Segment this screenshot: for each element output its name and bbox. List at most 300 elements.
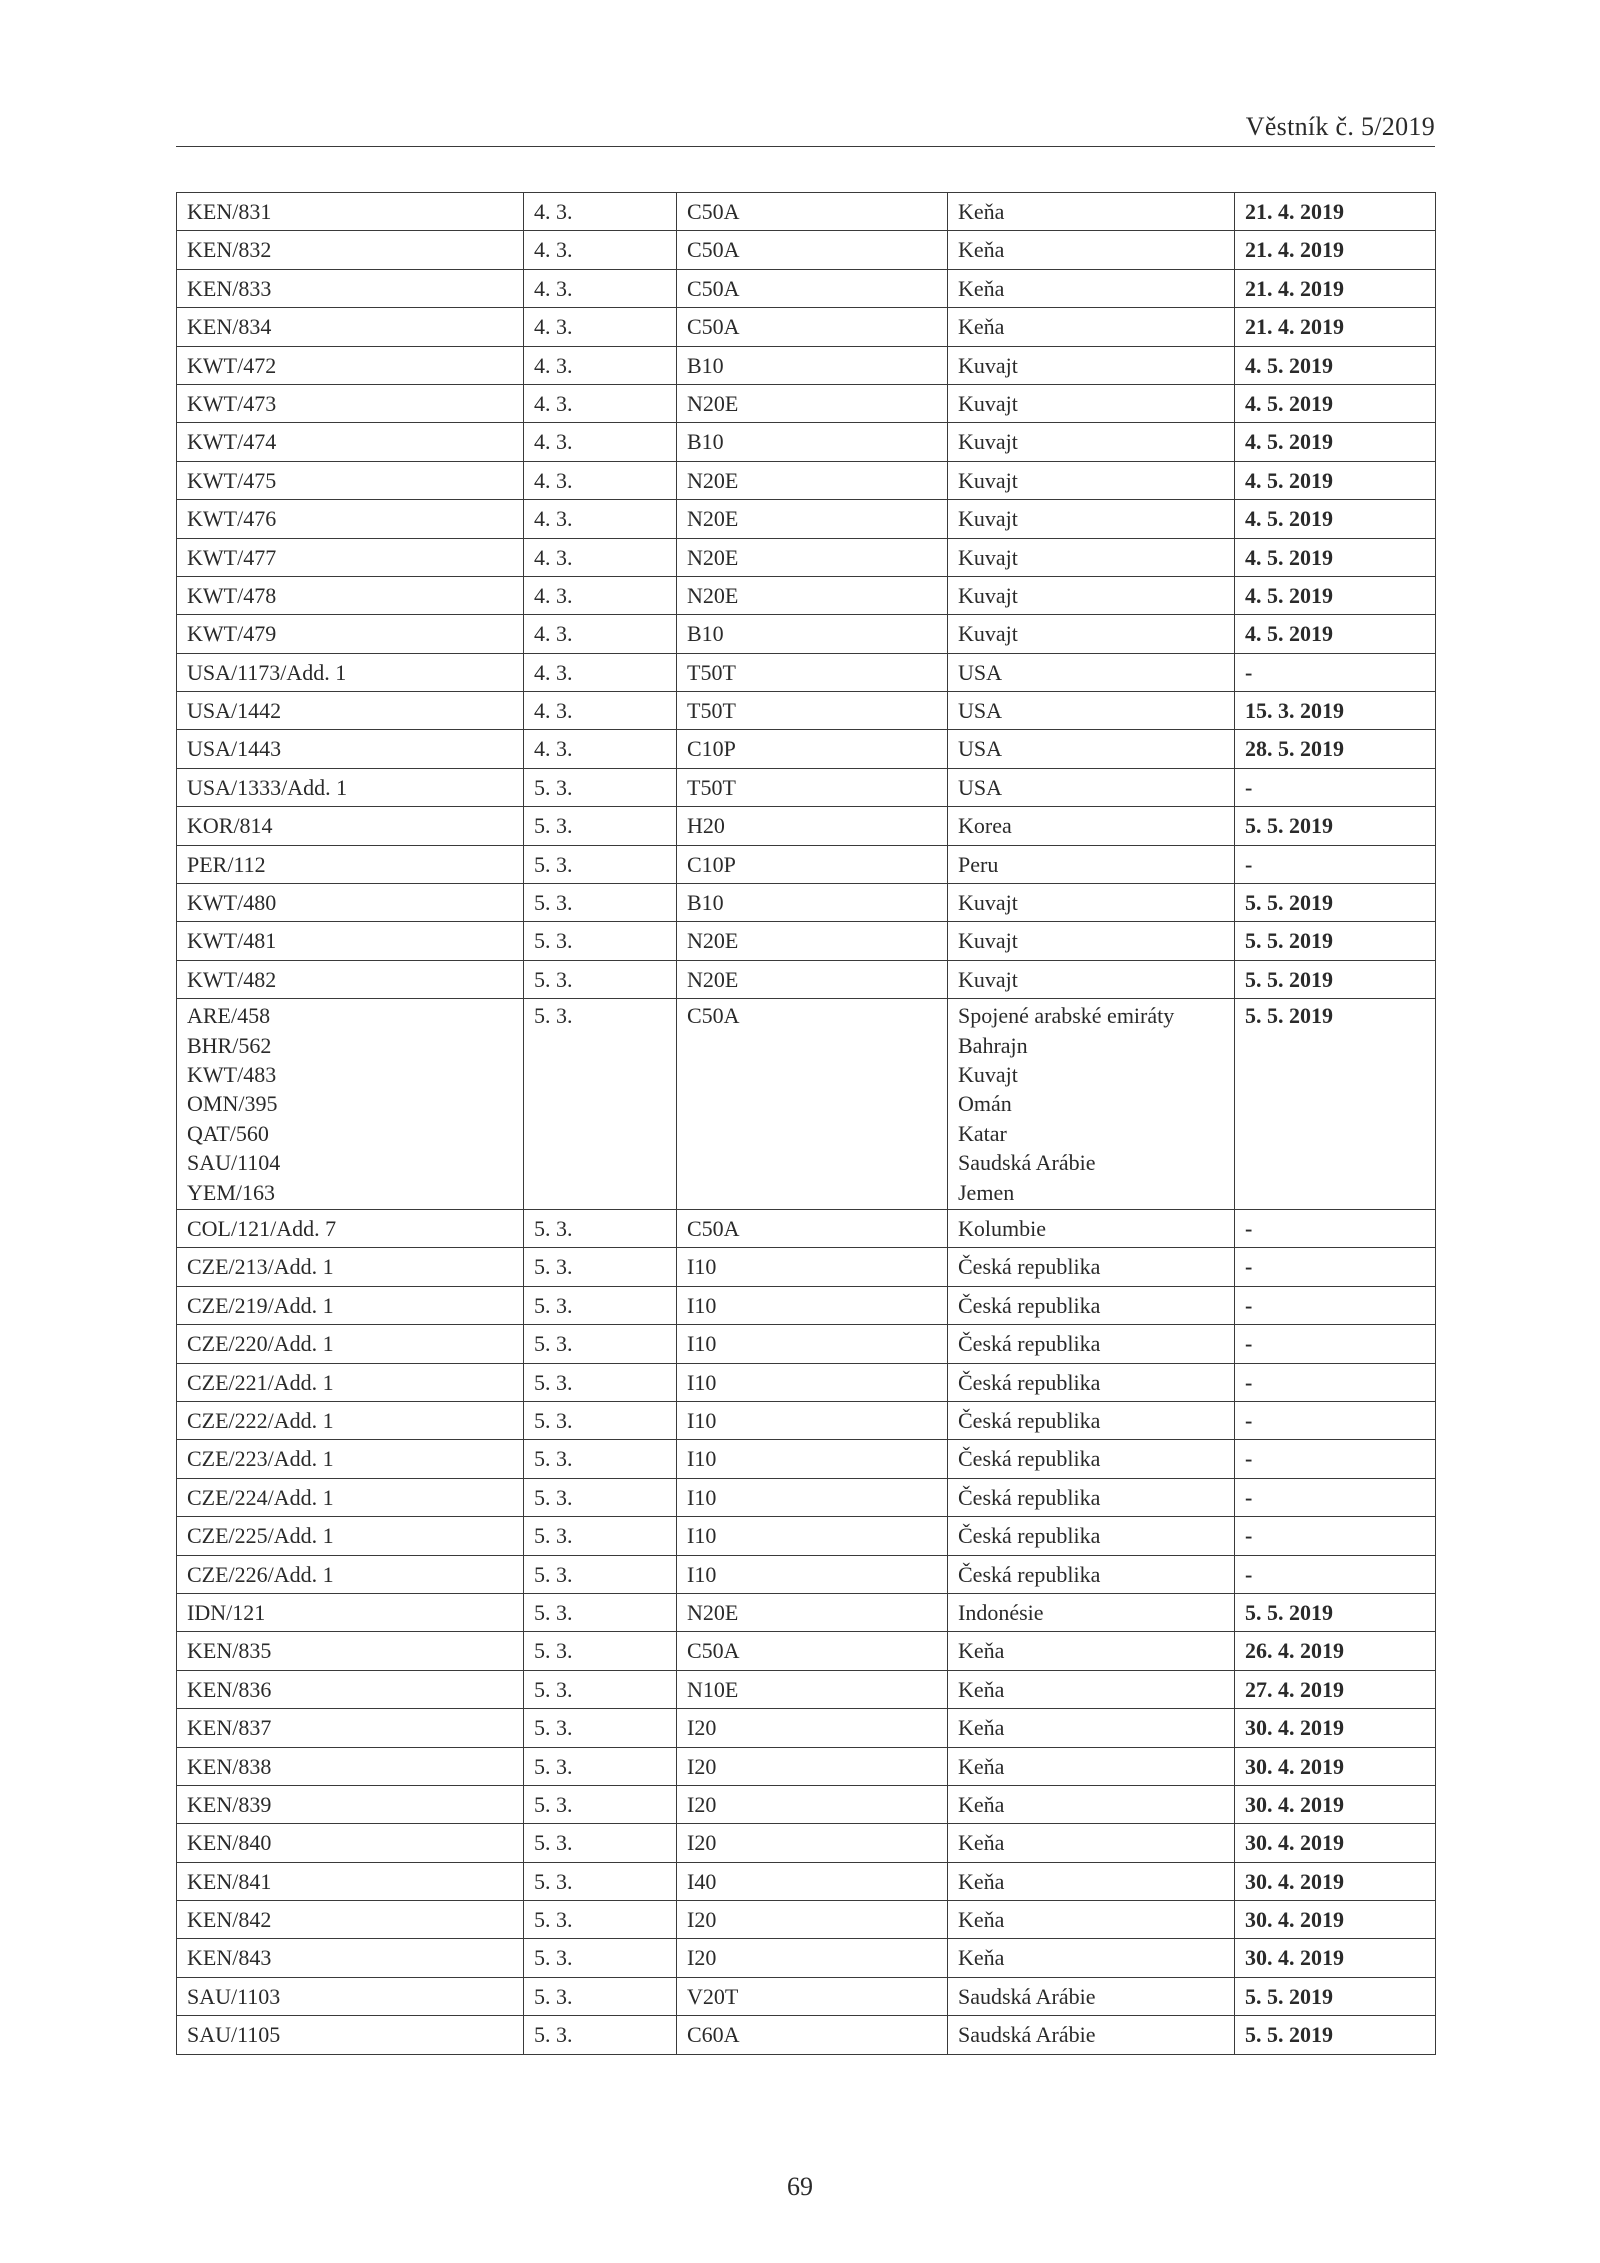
- cell-country-line: Peru: [958, 851, 999, 877]
- cell-country: [948, 269, 1235, 307]
- cell-reference: [177, 1210, 524, 1248]
- cell-product-code: C50A: [677, 999, 948, 1210]
- table-row: [177, 1286, 1436, 1324]
- cell-product-code: C50A: [677, 1210, 948, 1248]
- cell-deadline: 21. 4. 2019: [1235, 193, 1436, 231]
- cell-reference: [177, 1824, 524, 1862]
- cell-date-received: 5. 3.: [524, 1670, 677, 1708]
- cell-reference-line: SAU/1104: [187, 1150, 281, 1176]
- table-row: [177, 231, 1436, 269]
- cell-reference-line: CZE/226/Add. 1: [187, 1561, 334, 1587]
- table-row: [177, 538, 1436, 576]
- cell-date-received: 5. 3.: [524, 922, 677, 960]
- cell-product-code: I10: [677, 1286, 948, 1324]
- cell-product-code: C10P: [677, 730, 948, 768]
- cell-date-received: 4. 3.: [524, 653, 677, 691]
- cell-product-code: I10: [677, 1363, 948, 1401]
- cell-country-line: Keňa: [958, 199, 1005, 224]
- cell-product-code: T50T: [677, 653, 948, 691]
- cell-reference-line: KEN/838: [187, 1753, 272, 1779]
- cell-date-received: 4. 3.: [524, 576, 677, 614]
- cell-country-line: Česká republika: [958, 1484, 1101, 1510]
- cell-deadline: 5. 5. 2019: [1235, 1593, 1436, 1631]
- cell-country-line: USA: [958, 736, 1003, 762]
- cell-date-received: 4. 3.: [524, 692, 677, 730]
- cell-deadline: 30. 4. 2019: [1235, 1862, 1436, 1900]
- cell-deadline: -: [1235, 1325, 1436, 1363]
- cell-deadline: 30. 4. 2019: [1235, 1901, 1436, 1939]
- cell-country-line: Kuvajt: [958, 928, 1018, 954]
- cell-reference: [177, 1670, 524, 1708]
- cell-deadline: 5. 5. 2019: [1235, 999, 1436, 1210]
- cell-reference-line: KWT/474: [187, 429, 277, 455]
- table-row: [177, 1709, 1436, 1747]
- cell-country-line: Keňa: [958, 1676, 1005, 1702]
- cell-deadline: 30. 4. 2019: [1235, 1709, 1436, 1747]
- cell-product-code: I10: [677, 1440, 948, 1478]
- table-row: [177, 1363, 1436, 1401]
- cell-country-line: USA: [958, 698, 1003, 724]
- cell-product-code: N20E: [677, 384, 948, 422]
- cell-country: [948, 960, 1235, 998]
- cell-reference: [177, 1248, 524, 1286]
- cell-reference-line: KEN/843: [187, 1945, 272, 1971]
- cell-reference-line: QAT/560: [187, 1120, 269, 1146]
- cell-reference-line: KWT/472: [187, 352, 277, 378]
- cell-reference-line: KWT/473: [187, 390, 277, 416]
- cell-country-line: Kuvajt: [958, 390, 1018, 416]
- cell-date-received: 5. 3.: [524, 1402, 677, 1440]
- cell-country-line: Česká republika: [958, 1561, 1101, 1587]
- cell-country-line: Saudská Arábie: [958, 1983, 1096, 2009]
- table-row: [177, 1593, 1436, 1631]
- cell-deadline: -: [1235, 653, 1436, 691]
- cell-product-code: C50A: [677, 308, 948, 346]
- cell-country: [948, 231, 1235, 269]
- cell-country: [948, 1478, 1235, 1516]
- table-row: [177, 807, 1436, 845]
- cell-country: [948, 346, 1235, 384]
- cell-country-line: USA: [958, 774, 1003, 800]
- cell-reference: [177, 730, 524, 768]
- cell-reference-line: KEN/832: [187, 237, 272, 263]
- table-row: [177, 346, 1436, 384]
- cell-deadline: 4. 5. 2019: [1235, 500, 1436, 538]
- cell-country: [948, 538, 1235, 576]
- cell-reference-line: USA/1333/Add. 1: [187, 774, 348, 800]
- cell-country-line: Keňa: [958, 237, 1005, 263]
- cell-reference: [177, 1632, 524, 1670]
- cell-reference-line: PER/112: [187, 851, 266, 877]
- cell-product-code: C50A: [677, 193, 948, 231]
- cell-product-code: C60A: [677, 2016, 948, 2054]
- cell-deadline: 15. 3. 2019: [1235, 692, 1436, 730]
- cell-deadline: 5. 5. 2019: [1235, 2016, 1436, 2054]
- cell-product-code: C10P: [677, 845, 948, 883]
- cell-country-line: Keňa: [958, 275, 1005, 301]
- cell-reference: [177, 384, 524, 422]
- cell-country: [948, 1593, 1235, 1631]
- cell-date-received: 5. 3.: [524, 1363, 677, 1401]
- cell-deadline: 4. 5. 2019: [1235, 384, 1436, 422]
- cell-date-received: 4. 3.: [524, 231, 677, 269]
- cell-deadline: -: [1235, 1248, 1436, 1286]
- cell-product-code: I10: [677, 1555, 948, 1593]
- table-row: [177, 384, 1436, 422]
- cell-product-code: I40: [677, 1862, 948, 1900]
- cell-reference-line: KWT/477: [187, 544, 277, 570]
- cell-country: [948, 653, 1235, 691]
- cell-country: [948, 1210, 1235, 1248]
- cell-deadline: 5. 5. 2019: [1235, 807, 1436, 845]
- cell-product-code: I10: [677, 1517, 948, 1555]
- cell-date-received: 4. 3.: [524, 423, 677, 461]
- cell-country: [948, 1440, 1235, 1478]
- cell-country-line: Bahrajn: [958, 1032, 1028, 1058]
- cell-deadline: 5. 5. 2019: [1235, 1977, 1436, 2015]
- cell-reference: [177, 884, 524, 922]
- cell-deadline: 28. 5. 2019: [1235, 730, 1436, 768]
- table-row: [177, 653, 1436, 691]
- cell-product-code: I20: [677, 1747, 948, 1785]
- cell-country: [948, 692, 1235, 730]
- cell-reference: [177, 1478, 524, 1516]
- cell-reference-line: KEN/835: [187, 1638, 272, 1664]
- cell-reference: [177, 1593, 524, 1631]
- cell-reference-line: ARE/458: [187, 1003, 271, 1029]
- cell-country: [948, 922, 1235, 960]
- cell-deadline: 5. 5. 2019: [1235, 884, 1436, 922]
- cell-reference: [177, 461, 524, 499]
- cell-reference: [177, 231, 524, 269]
- table-row: [177, 1939, 1436, 1977]
- cell-country-line: Keňa: [958, 1715, 1005, 1741]
- cell-reference-line: KEN/839: [187, 1791, 272, 1817]
- table-row: [177, 922, 1436, 960]
- cell-date-received: 5. 3.: [524, 1939, 677, 1977]
- cell-country: [948, 461, 1235, 499]
- cell-reference: [177, 1325, 524, 1363]
- cell-product-code: I10: [677, 1248, 948, 1286]
- cell-deadline: 4. 5. 2019: [1235, 461, 1436, 499]
- cell-date-received: 5. 3.: [524, 1977, 677, 2015]
- cell-reference: [177, 692, 524, 730]
- cell-product-code: N20E: [677, 922, 948, 960]
- cell-country-line: Jemen: [958, 1179, 1015, 1205]
- table-row: [177, 1824, 1436, 1862]
- table-row: [177, 884, 1436, 922]
- cell-product-code: B10: [677, 884, 948, 922]
- cell-reference: [177, 1555, 524, 1593]
- cell-product-code: N20E: [677, 960, 948, 998]
- cell-reference-line: YEM/163: [187, 1179, 275, 1205]
- cell-reference-line: KWT/483: [187, 1062, 277, 1088]
- cell-reference: [177, 768, 524, 806]
- cell-country-line: Česká republika: [958, 1331, 1101, 1357]
- cell-country-line: Spojené arabské emiráty: [958, 1003, 1175, 1029]
- cell-reference: [177, 999, 524, 1210]
- cell-product-code: B10: [677, 615, 948, 653]
- table-row: [177, 999, 1436, 1210]
- cell-reference-line: CZE/220/Add. 1: [187, 1331, 334, 1357]
- cell-country-line: Saudská Arábie: [958, 1150, 1096, 1176]
- cell-reference-line: CZE/223/Add. 1: [187, 1446, 334, 1472]
- cell-reference-line: CZE/224/Add. 1: [187, 1484, 334, 1510]
- cell-product-code: I20: [677, 1785, 948, 1823]
- cell-country-line: Indonésie: [958, 1599, 1044, 1625]
- cell-reference: [177, 615, 524, 653]
- cell-country: [948, 1517, 1235, 1555]
- cell-reference: [177, 1363, 524, 1401]
- cell-date-received: 5. 3.: [524, 807, 677, 845]
- cell-reference: [177, 653, 524, 691]
- cell-deadline: 21. 4. 2019: [1235, 269, 1436, 307]
- table-row: [177, 730, 1436, 768]
- page-number: 69: [787, 2172, 813, 2201]
- cell-reference-line: KEN/840: [187, 1830, 272, 1856]
- cell-reference-line: KEN/836: [187, 1676, 272, 1702]
- cell-country-line: Keňa: [958, 1868, 1005, 1894]
- table-row: [177, 193, 1436, 231]
- cell-date-received: 5. 3.: [524, 999, 677, 1210]
- cell-country: [948, 807, 1235, 845]
- cell-deadline: 30. 4. 2019: [1235, 1939, 1436, 1977]
- table-row: [177, 1325, 1436, 1363]
- cell-country-line: Kuvajt: [958, 352, 1018, 378]
- cell-date-received: 5. 3.: [524, 884, 677, 922]
- cell-country: [948, 845, 1235, 883]
- table-row: [177, 576, 1436, 614]
- cell-reference: [177, 538, 524, 576]
- cell-reference: [177, 423, 524, 461]
- cell-deadline: 4. 5. 2019: [1235, 423, 1436, 461]
- table-body: [177, 193, 1436, 2055]
- cell-date-received: 4. 3.: [524, 384, 677, 422]
- cell-reference-line: KEN/837: [187, 1715, 272, 1741]
- cell-deadline: 30. 4. 2019: [1235, 1824, 1436, 1862]
- cell-country-line: Korea: [958, 813, 1012, 839]
- table-row: [177, 1785, 1436, 1823]
- cell-product-code: I10: [677, 1325, 948, 1363]
- cell-country: [948, 1785, 1235, 1823]
- cell-country: [948, 768, 1235, 806]
- cell-reference: [177, 1286, 524, 1324]
- cell-country: [948, 423, 1235, 461]
- cell-country-line: Česká republika: [958, 1254, 1101, 1280]
- cell-reference: [177, 1402, 524, 1440]
- cell-deadline: 4. 5. 2019: [1235, 576, 1436, 614]
- cell-date-received: 4. 3.: [524, 615, 677, 653]
- cell-reference: [177, 1977, 524, 2015]
- cell-deadline: 5. 5. 2019: [1235, 922, 1436, 960]
- cell-country-line: Česká republika: [958, 1292, 1101, 1318]
- cell-product-code: I20: [677, 1824, 948, 1862]
- cell-country-line: Keňa: [958, 1638, 1005, 1664]
- cell-reference: [177, 1440, 524, 1478]
- cell-reference: [177, 1747, 524, 1785]
- cell-date-received: 5. 3.: [524, 1555, 677, 1593]
- table-row: [177, 1977, 1436, 2015]
- cell-reference-line: BHR/562: [187, 1032, 272, 1058]
- cell-country-line: Kuvajt: [958, 582, 1018, 608]
- cell-date-received: 5. 3.: [524, 1248, 677, 1286]
- cell-deadline: -: [1235, 1286, 1436, 1324]
- cell-country: [948, 500, 1235, 538]
- cell-date-received: 4. 3.: [524, 269, 677, 307]
- cell-date-received: 5. 3.: [524, 960, 677, 998]
- cell-reference-line: KWT/478: [187, 582, 277, 608]
- cell-country: [948, 1709, 1235, 1747]
- cell-country-line: Kuvajt: [958, 890, 1018, 916]
- cell-date-received: 5. 3.: [524, 1632, 677, 1670]
- cell-country: [948, 1939, 1235, 1977]
- cell-date-received: 5. 3.: [524, 1517, 677, 1555]
- cell-date-received: 5. 3.: [524, 1325, 677, 1363]
- cell-deadline: 27. 4. 2019: [1235, 1670, 1436, 1708]
- cell-deadline: 4. 5. 2019: [1235, 615, 1436, 653]
- table-row: [177, 308, 1436, 346]
- cell-reference-line: KWT/479: [187, 621, 277, 647]
- cell-country: [948, 615, 1235, 653]
- cell-deadline: 5. 5. 2019: [1235, 960, 1436, 998]
- cell-reference-line: KEN/842: [187, 1907, 272, 1933]
- cell-date-received: 5. 3.: [524, 1785, 677, 1823]
- cell-country-line: Keňa: [958, 1791, 1005, 1817]
- cell-deadline: -: [1235, 1402, 1436, 1440]
- cell-reference: [177, 269, 524, 307]
- table-row: [177, 1747, 1436, 1785]
- cell-date-received: 5. 3.: [524, 1440, 677, 1478]
- cell-country: [948, 1901, 1235, 1939]
- cell-reference-line: CZE/213/Add. 1: [187, 1254, 334, 1280]
- cell-country: [948, 1286, 1235, 1324]
- cell-country-line: Kuvajt: [958, 467, 1018, 493]
- cell-country-line: Katar: [958, 1120, 1007, 1146]
- cell-product-code: I20: [677, 1901, 948, 1939]
- cell-date-received: 5. 3.: [524, 2016, 677, 2054]
- cell-country: [948, 884, 1235, 922]
- cell-country-line: Kuvajt: [958, 1062, 1018, 1088]
- cell-country: [948, 730, 1235, 768]
- cell-reference: [177, 576, 524, 614]
- cell-reference: [177, 1517, 524, 1555]
- cell-country: [948, 1248, 1235, 1286]
- cell-country: [948, 308, 1235, 346]
- cell-country-line: Kuvajt: [958, 429, 1018, 455]
- cell-reference: [177, 1785, 524, 1823]
- header-rule: [176, 146, 1435, 147]
- cell-country-line: Keňa: [958, 1753, 1005, 1779]
- cell-reference-line: USA/1443: [187, 736, 282, 762]
- cell-date-received: 5. 3.: [524, 768, 677, 806]
- table-row: [177, 461, 1436, 499]
- cell-product-code: C50A: [677, 231, 948, 269]
- cell-deadline: 21. 4. 2019: [1235, 308, 1436, 346]
- cell-date-received: 5. 3.: [524, 1747, 677, 1785]
- cell-reference-line: KWT/480: [187, 890, 277, 916]
- notification-table: [176, 192, 1436, 2055]
- cell-country-line: Česká republika: [958, 1369, 1101, 1395]
- cell-product-code: N20E: [677, 576, 948, 614]
- cell-reference-line: SAU/1105: [187, 2022, 281, 2048]
- cell-reference-line: KOR/814: [187, 813, 273, 839]
- cell-product-code: B10: [677, 423, 948, 461]
- cell-reference-line: KEN/831: [187, 199, 272, 224]
- cell-reference-line: CZE/221/Add. 1: [187, 1369, 334, 1395]
- table-row: [177, 1632, 1436, 1670]
- table-row: [177, 1862, 1436, 1900]
- cell-product-code: N20E: [677, 1593, 948, 1631]
- cell-product-code: C50A: [677, 269, 948, 307]
- cell-date-received: 5. 3.: [524, 1478, 677, 1516]
- cell-country: [948, 384, 1235, 422]
- cell-reference: [177, 922, 524, 960]
- cell-deadline: 21. 4. 2019: [1235, 231, 1436, 269]
- table-row: [177, 1210, 1436, 1248]
- cell-country: [948, 1824, 1235, 1862]
- cell-country-line: Kuvajt: [958, 621, 1018, 647]
- cell-country: [948, 1632, 1235, 1670]
- cell-product-code: V20T: [677, 1977, 948, 2015]
- cell-date-received: 5. 3.: [524, 1824, 677, 1862]
- cell-country: [948, 193, 1235, 231]
- cell-country-line: Kuvajt: [958, 544, 1018, 570]
- table-row: [177, 1478, 1436, 1516]
- cell-reference: [177, 500, 524, 538]
- cell-product-code: T50T: [677, 768, 948, 806]
- cell-reference: [177, 1709, 524, 1747]
- cell-date-received: 5. 3.: [524, 1901, 677, 1939]
- cell-date-received: 5. 3.: [524, 1709, 677, 1747]
- cell-reference-line: KEN/841: [187, 1868, 272, 1894]
- cell-reference-line: KWT/482: [187, 966, 277, 992]
- cell-product-code: I10: [677, 1478, 948, 1516]
- table-row: [177, 1440, 1436, 1478]
- cell-reference-line: CZE/219/Add. 1: [187, 1292, 334, 1318]
- table-row: [177, 615, 1436, 653]
- cell-reference-line: SAU/1103: [187, 1983, 281, 2009]
- table-row: [177, 2016, 1436, 2054]
- cell-product-code: I20: [677, 1939, 948, 1977]
- cell-country: [948, 2016, 1235, 2054]
- cell-date-received: 5. 3.: [524, 845, 677, 883]
- cell-country: [948, 1402, 1235, 1440]
- table-row: [177, 1517, 1436, 1555]
- cell-reference: [177, 845, 524, 883]
- cell-country-line: Keňa: [958, 1945, 1005, 1971]
- cell-country: [948, 1363, 1235, 1401]
- cell-reference: [177, 308, 524, 346]
- page-header-title: Věstník č. 5/2019: [1245, 112, 1435, 141]
- cell-country-line: USA: [958, 659, 1003, 685]
- cell-reference: [177, 193, 524, 231]
- cell-date-received: 4. 3.: [524, 308, 677, 346]
- cell-reference-line: KEN/833: [187, 275, 272, 301]
- cell-deadline: 30. 4. 2019: [1235, 1785, 1436, 1823]
- cell-date-received: 5. 3.: [524, 1862, 677, 1900]
- cell-deadline: -: [1235, 1555, 1436, 1593]
- cell-reference-line: KEN/834: [187, 314, 272, 340]
- cell-country-line: Kuvajt: [958, 966, 1018, 992]
- cell-product-code: H20: [677, 807, 948, 845]
- cell-product-code: N10E: [677, 1670, 948, 1708]
- cell-country-line: Česká republika: [958, 1523, 1101, 1549]
- cell-reference-line: COL/121/Add. 7: [187, 1216, 337, 1242]
- cell-date-received: 4. 3.: [524, 193, 677, 231]
- cell-product-code: I20: [677, 1709, 948, 1747]
- cell-country: [948, 1747, 1235, 1785]
- cell-product-code: N20E: [677, 500, 948, 538]
